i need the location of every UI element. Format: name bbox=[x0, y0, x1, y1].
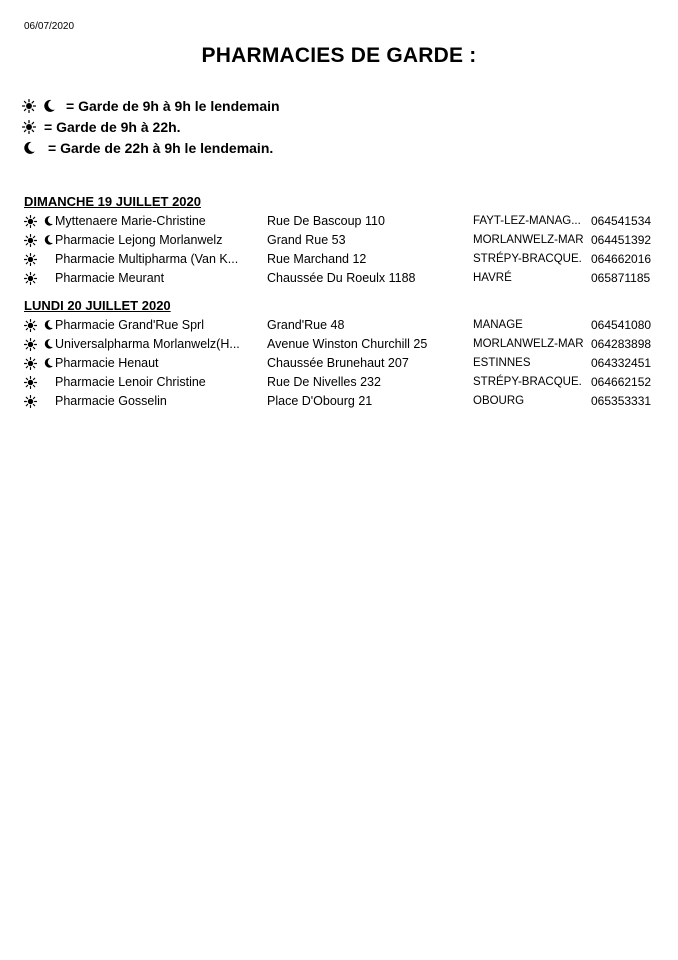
pharmacy-address: Rue De Bascoup 110 bbox=[267, 214, 385, 228]
pharmacy-name: Pharmacie Multipharma (Van K... bbox=[55, 252, 239, 266]
moon-icon bbox=[43, 319, 54, 331]
pharmacy-name: Pharmacie Henaut bbox=[55, 356, 159, 370]
pharmacy-name: Universalpharma Morlanwelz(H... bbox=[55, 337, 240, 351]
pharmacy-row bbox=[24, 354, 656, 373]
pharmacy-city: FAYT-LEZ-MANAG... bbox=[473, 215, 581, 227]
moon-icon bbox=[43, 215, 54, 227]
sun-icon bbox=[22, 99, 36, 113]
sun-icon bbox=[24, 395, 37, 408]
day-title: LUNDI 20 JUILLET 2020 bbox=[24, 298, 171, 313]
pharmacy-row bbox=[24, 316, 656, 335]
moon-icon bbox=[22, 141, 36, 155]
legend-row-day-night bbox=[22, 95, 280, 116]
moon-icon bbox=[43, 234, 54, 246]
pharmacy-name: Pharmacie Lenoir Christine bbox=[55, 375, 206, 389]
pharmacy-address: Rue De Nivelles 232 bbox=[267, 375, 381, 389]
sun-icon bbox=[24, 319, 37, 332]
legend-text: = Garde de 9h à 9h le lendemain bbox=[66, 97, 280, 114]
sun-icon bbox=[22, 120, 36, 134]
sun-icon bbox=[24, 272, 37, 285]
print-date: 06/07/2020 bbox=[24, 21, 75, 32]
pharmacy-list bbox=[24, 316, 656, 411]
day-title: DIMANCHE 19 JUILLET 2020 bbox=[24, 194, 201, 209]
pharmacy-phone: 064662152 bbox=[591, 375, 652, 389]
sun-icon bbox=[24, 253, 37, 266]
moon-icon bbox=[43, 357, 54, 369]
day-section-monday bbox=[24, 296, 656, 411]
pharmacy-address: Avenue Winston Churchill 25 bbox=[267, 337, 428, 351]
sun-icon bbox=[24, 338, 37, 351]
pharmacy-address: Chaussée Du Roeulx 1188 bbox=[267, 271, 416, 285]
pharmacy-list bbox=[24, 212, 656, 288]
pharmacy-phone: 064541534 bbox=[591, 214, 652, 228]
pharmacy-row bbox=[24, 212, 656, 231]
pharmacy-city: ESTINNES bbox=[473, 357, 531, 369]
pharmacy-address: Grand'Rue 48 bbox=[267, 318, 345, 332]
pharmacy-row bbox=[24, 392, 656, 411]
pharmacy-phone: 065871185 bbox=[591, 271, 651, 285]
pharmacy-city: HAVRÉ bbox=[473, 272, 512, 284]
sun-icon bbox=[24, 376, 37, 389]
legend bbox=[22, 95, 280, 158]
pharmacy-phone: 064662016 bbox=[591, 252, 652, 266]
legend-text: = Garde de 22h à 9h le lendemain. bbox=[48, 139, 274, 156]
pharmacy-city: MANAGE bbox=[473, 319, 523, 331]
legend-row-day bbox=[22, 116, 280, 137]
pharmacy-city: MORLANWELZ-MAR bbox=[473, 234, 584, 246]
pharmacy-address: Chaussée Brunehaut 207 bbox=[267, 356, 409, 370]
legend-text: = Garde de 9h à 22h. bbox=[44, 118, 181, 135]
page-title: PHARMACIES DE GARDE : bbox=[201, 44, 477, 67]
pharmacy-phone: 064541080 bbox=[591, 318, 652, 332]
pharmacy-address: Rue Marchand 12 bbox=[267, 252, 367, 266]
pharmacy-row bbox=[24, 250, 656, 269]
moon-icon bbox=[42, 99, 56, 113]
pharmacy-city: MORLANWELZ-MAR bbox=[473, 338, 584, 350]
pharmacy-name: Myttenaere Marie-Christine bbox=[55, 214, 206, 228]
pharmacy-phone: 064283898 bbox=[591, 337, 652, 351]
pharmacy-name: Pharmacie Lejong Morlanwelz bbox=[55, 233, 223, 247]
pharmacy-address: Grand Rue 53 bbox=[267, 233, 346, 247]
legend-row-night bbox=[22, 137, 280, 158]
pharmacy-phone: 064332451 bbox=[591, 356, 652, 370]
day-section-sunday bbox=[24, 192, 656, 288]
pharmacy-phone: 065353331 bbox=[591, 394, 652, 408]
pharmacy-row bbox=[24, 231, 656, 250]
pharmacy-city: OBOURG bbox=[473, 395, 525, 407]
pharmacy-name: Pharmacie Gosselin bbox=[55, 394, 167, 408]
sun-icon bbox=[24, 215, 37, 228]
sun-icon bbox=[24, 234, 37, 247]
pharmacy-city: STRÉPY-BRACQUE. bbox=[473, 253, 582, 265]
pharmacy-address: Place D'Obourg 21 bbox=[267, 394, 373, 408]
pharmacy-city: STRÉPY-BRACQUE. bbox=[473, 376, 582, 388]
sun-icon bbox=[24, 357, 37, 370]
pharmacy-phone: 064451392 bbox=[591, 233, 652, 247]
pharmacy-row bbox=[24, 269, 656, 288]
pharmacy-name: Pharmacie Meurant bbox=[55, 271, 165, 285]
pharmacy-row bbox=[24, 335, 656, 354]
pharmacy-name: Pharmacie Grand'Rue Sprl bbox=[55, 318, 204, 332]
pharmacy-row bbox=[24, 373, 656, 392]
moon-icon bbox=[43, 338, 54, 350]
